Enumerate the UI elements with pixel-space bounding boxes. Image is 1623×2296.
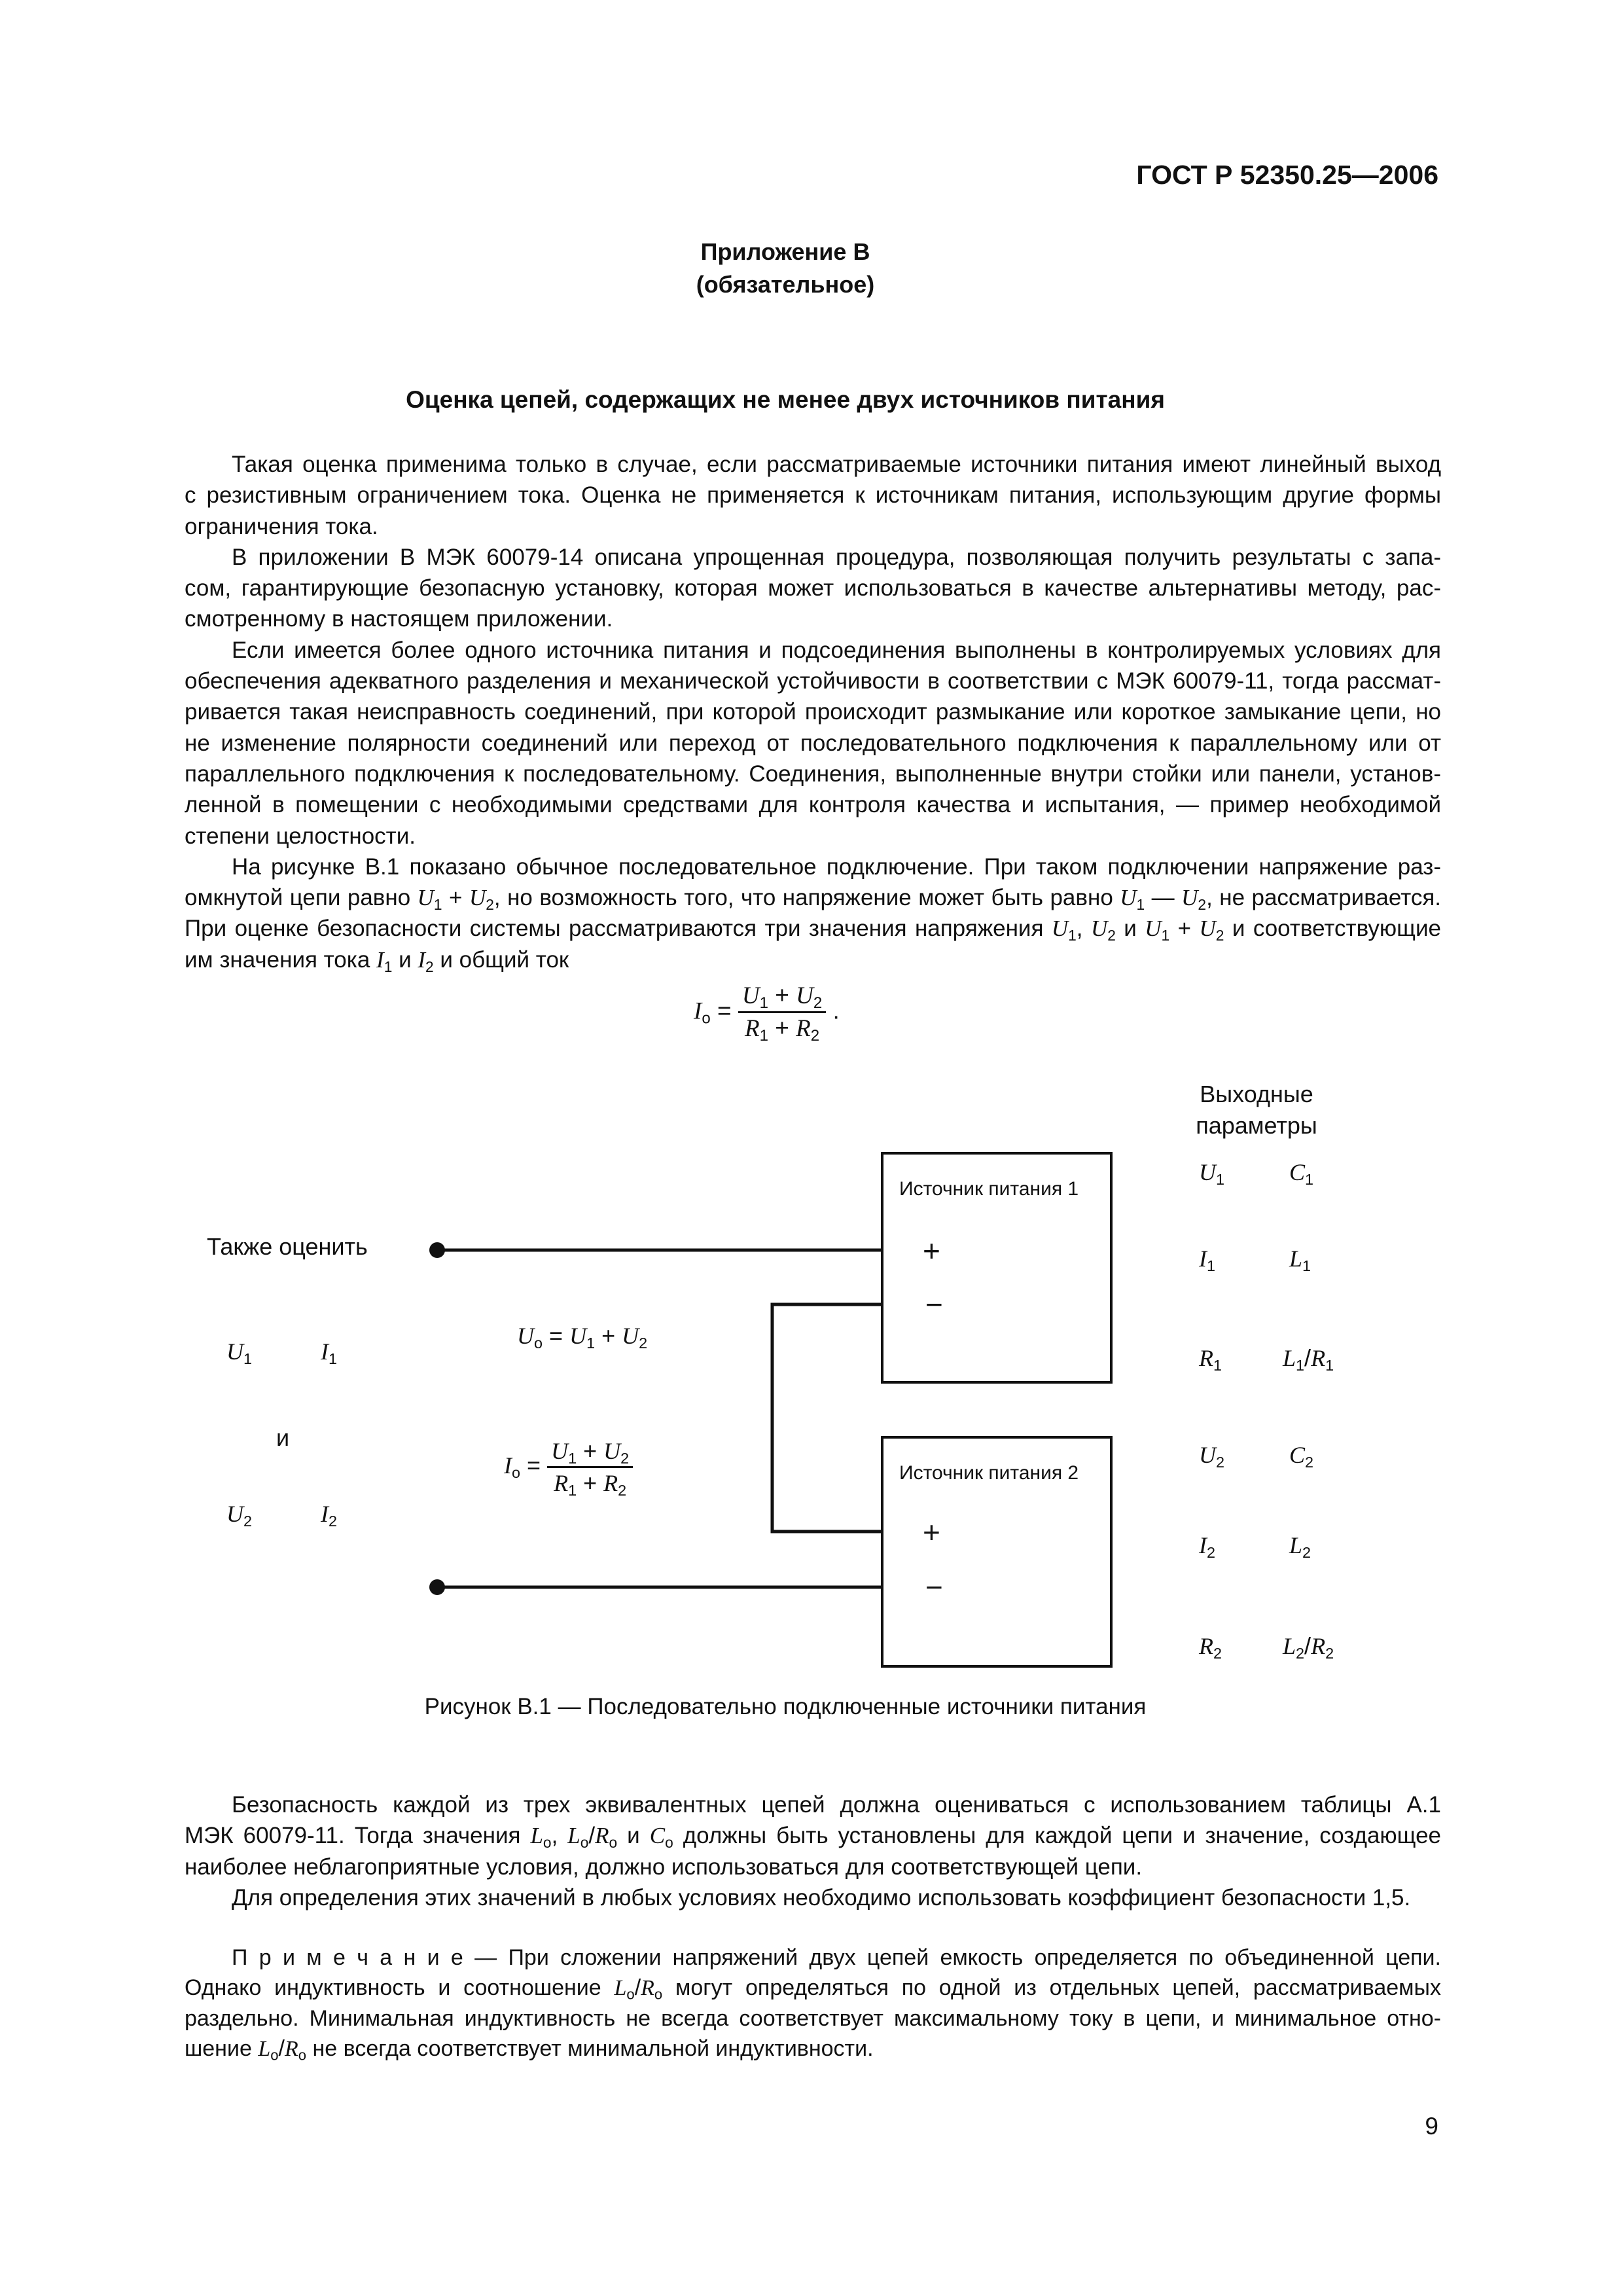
- param-u2: $U_2$: [226, 1501, 253, 1530]
- figure-caption: Рисунок В.1 — Последовательно подключенные источники питания: [424, 1694, 1147, 1719]
- power-source-1-label: Источник питания 1: [899, 1178, 1079, 1200]
- text-line: Однако индуктивность и соотношение $L_o/R_o$ могут определяться по одной из отдельных цепей, рассматриваемых: [185, 1975, 1441, 2003]
- annex-status: (обязательное): [696, 271, 875, 298]
- out-l1: $L_1$: [1289, 1246, 1311, 1275]
- text-line: омкнутой цепи равно $U_1 + U_2$, но возможность того, что напряжение может быть равно $U_1$ — $U_2$, не рассматривается.: [185, 885, 1442, 913]
- total-current-formula: $I_o$ = $\frac{U_1 + U_2}{R_1 + R_2}$ .: [694, 982, 840, 1045]
- plus-sign: +: [923, 1234, 940, 1268]
- also-evaluate-label: Также оценить: [207, 1233, 368, 1260]
- out-l2-r2: $L_2/R_2$: [1283, 1632, 1334, 1662]
- text-line: раздельно. Минимальная индуктивность не всегда соответствует максимальному току в цепи, и минимальное отно-: [185, 2006, 1441, 2031]
- text-line: не изменение полярности соединений или переход от последовательного подключения к параллельному или от: [185, 730, 1441, 756]
- text-line: с резистивным ограничением тока. Оценка не применяется к источникам питания, использующим другие формы: [185, 482, 1441, 509]
- out-c1: $C_1$: [1289, 1159, 1314, 1189]
- annex-title: Приложение В: [700, 238, 870, 265]
- param-i2: $I_2$: [321, 1501, 338, 1530]
- out-l2: $L_2$: [1289, 1532, 1311, 1562]
- power-source-1-box: [881, 1152, 1113, 1384]
- text-line: На рисунке В.1 показано обычное последовательное подключение. При таком подключении напряжение раз-: [232, 853, 1441, 880]
- out-i1: $I_1$: [1199, 1246, 1216, 1275]
- text-line: сом, гарантирующие безопасную установку, которая может использоваться в качестве альтернативы методу, рас-: [185, 575, 1441, 601]
- paragraph-6: [185, 1882, 1441, 1913]
- text-line: МЭК 60079-11. Тогда значения $L_o$, $L_o/R_o$ и $C_o$ должны быть установлены для каждой цепи и значение, создающее: [185, 1823, 1442, 1852]
- after-figure-text: [185, 1789, 1441, 1913]
- document-code: ГОСТ Р 52350.25—2006: [1136, 160, 1438, 190]
- paragraph-5: [185, 1789, 1441, 1882]
- text-line: Безопасность каждой из трех эквивалентных цепей должна оцениваться с использованием таблицы А.1: [232, 1792, 1441, 1818]
- text-line: параллельного подключения к последовательному. Соединения, выполненные внутри стойки или панели, установ-: [185, 761, 1441, 787]
- power-source-2-box: [881, 1436, 1113, 1668]
- text-line: наиболее неблагоприятные условия, должно использоваться для соответствующей цепи.: [185, 1854, 1143, 1880]
- text-line: П р и м е ч а н и е — При сложении напряжений двух цепей емкость определяется по объединенной цепи.: [232, 1945, 1441, 1970]
- out-u1: $U_1$: [1199, 1159, 1225, 1189]
- text-line: ривается такая неисправность соединений, при которой происходит размыкание или короткое замыкание цепи, но: [185, 699, 1441, 725]
- text-line: шение $L_o/R_o$ не всегда соответствует минимальной индуктивности.: [185, 2036, 874, 2064]
- minus-sign: −: [925, 1287, 943, 1321]
- page-number: 9: [1425, 2113, 1438, 2140]
- formula-fraction: $\frac{U_1 + U_2}{R_1 + R_2}$: [738, 982, 826, 1043]
- text-line: Такая оценка применима только в случае, если рассматриваемые источники питания имеют линейный выход: [232, 452, 1441, 477]
- text-line: ограничения тока.: [185, 513, 378, 539]
- out-u2: $U_2$: [1199, 1442, 1225, 1471]
- out-i2: $I_2$: [1199, 1532, 1216, 1562]
- text-line: ленной в помещении с необходимыми средствами для контроля качества и испытания, — пример необходимой: [185, 792, 1441, 818]
- plus-sign: +: [923, 1515, 940, 1549]
- note-block: [185, 1943, 1441, 2064]
- out-r1: $R_1$: [1199, 1345, 1222, 1374]
- output-current-formula: $I_o$ = $\frac{U_1 + U_2}{R_1 + R_2}$: [504, 1437, 633, 1497]
- terminal-dot: [429, 1579, 445, 1595]
- text-line: обеспечения адекватного разделения и механической устойчивости в соответствии с МЭК 60079-11, тогда рассмат-: [185, 668, 1441, 694]
- power-source-2-label: Источник питания 2: [899, 1462, 1079, 1484]
- note-label: П р и м е ч а н и е: [232, 1945, 463, 1970]
- text-line: При оценке безопасности системы рассматриваются три значения напряжения $U_1$, $U_2$ и $U_1 + U_2$ и соответствующие: [185, 916, 1441, 944]
- and-label: и: [276, 1424, 290, 1451]
- text-line: Если имеется более одного источника питания и подсоединения выполнены в контролируемых условиях для: [232, 637, 1441, 663]
- terminal-dot: [429, 1242, 445, 1258]
- param-u1: $U_1$: [226, 1338, 253, 1368]
- text-line: степени целостности.: [185, 823, 416, 849]
- text-line: Для определения этих значений в любых условиях необходимо использовать коэффициент безопасности 1,5.: [232, 1884, 1411, 1910]
- output-voltage-formula: $U_o = U_1 + U_2$: [517, 1322, 648, 1352]
- out-l1-r1: $L_1/R_1$: [1283, 1344, 1334, 1374]
- section-title: Оценка цепей, содержащих не менее двух источников питания: [406, 386, 1165, 413]
- text-line: В приложении В МЭК 60079-14 описана упрощенная процедура, позволяющая получить результаты с запа-: [232, 544, 1441, 570]
- output-parameters-title: Выходные параметры: [1196, 1081, 1317, 1139]
- text-line: смотренному в настоящем приложении.: [185, 606, 613, 632]
- out-c2: $C_2$: [1289, 1442, 1314, 1471]
- param-i1: $I_1$: [321, 1338, 338, 1368]
- text-line: им значения тока $I_1$ и $I_2$ и общий ток: [185, 946, 569, 975]
- minus-sign: −: [925, 1570, 943, 1604]
- out-r2: $R_2$: [1199, 1633, 1222, 1662]
